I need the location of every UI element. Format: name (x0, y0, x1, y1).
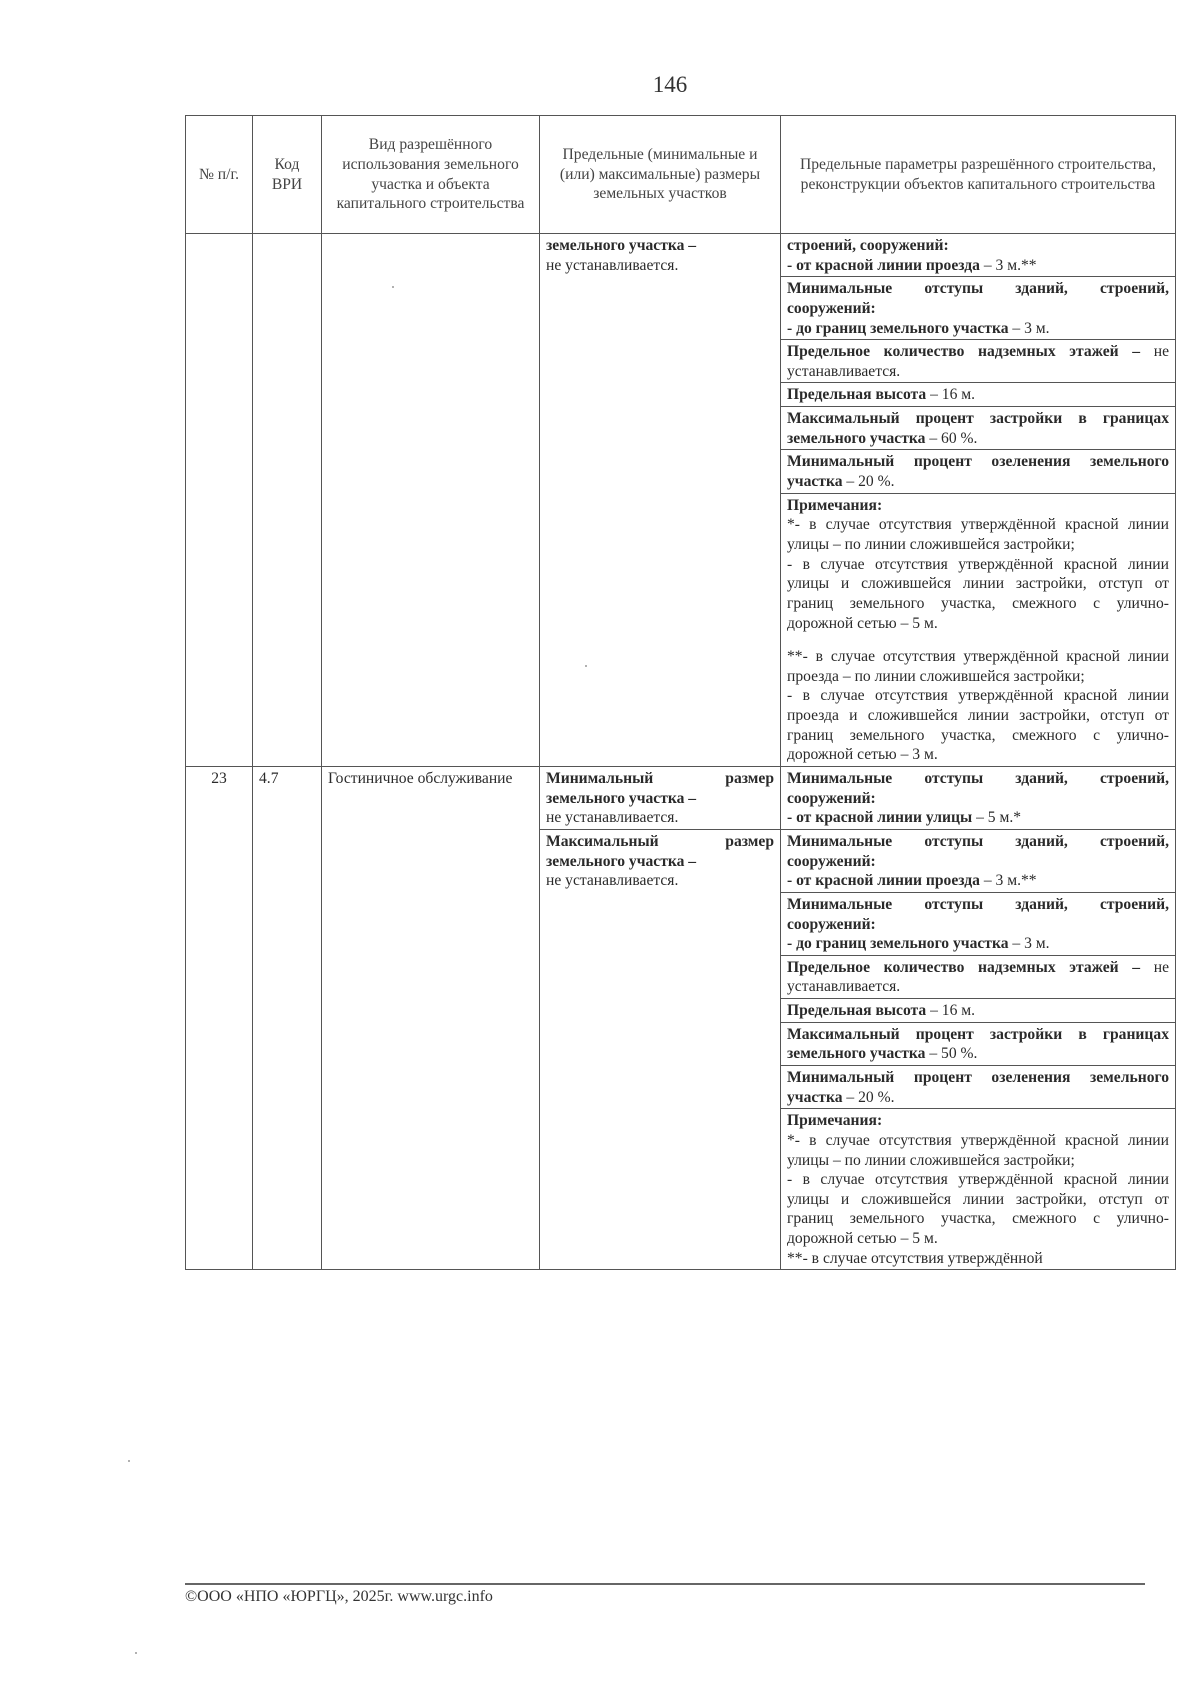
row23-note-2: - в случае отсутствия утверждённой красной линии улицы и сложившейся линии застройки, отступ от границ земельного участка, смежного с улично-дорожной сетью – 5 м. (787, 1171, 1169, 1248)
cont-param-1: строений, сооружений: - от красной линии проезда – 3 м.** (781, 234, 1176, 277)
cont-size-cell (540, 234, 781, 767)
row23-max-size: Максимальный размер земельного участка – не устанавливается. (540, 829, 781, 1269)
row23-notes-title: Примечания: (787, 1112, 883, 1130)
cont-param-5: Максимальный процент застройки в границах земельного участка – 60 %. (781, 407, 1176, 450)
cont-param-4: Предельная высота – 16 м. (781, 383, 1176, 407)
row23-code: 4.7 (253, 767, 322, 1270)
land-use-table (185, 115, 1176, 1270)
table-row (186, 234, 1176, 277)
row23-param-7: Минимальный процент озеленения земельного участка – 20 %. (781, 1065, 1176, 1108)
cont-notes-title: Примечания: (787, 496, 883, 514)
header-sizes: Предельные (минимальные и (или) максимальные) размеры земельных участков (540, 116, 781, 234)
row23-param-6: Максимальный процент застройки в границах земельного участка – 50 %. (781, 1022, 1176, 1065)
cont-note-3: **- в случае отсутствия утверждённой красной линии проезда – по линии сложившейся застройки; (787, 648, 1169, 685)
row23-note-3: **- в случае отсутствия утверждённой (787, 1249, 1043, 1267)
cont-note-1: *- в случае отсутствия утверждённой красной линии улицы – по линии сложившейся застройки; (787, 516, 1169, 553)
row23-min-size: Минимальный размер земельного участка – не устанавливается. (540, 767, 781, 830)
header-num: № п/г. (186, 116, 253, 234)
cont-param-2: Минимальные отступы зданий, строений, сооружений: - до границ земельного участка – 3 м. (781, 277, 1176, 340)
row23-param-3: Минимальные отступы зданий, строений, сооружений: - до границ земельного участка – 3 м. (781, 892, 1176, 955)
header-params: Предельные параметры разрешённого строительства, реконструкции объектов капитального строительства (781, 116, 1176, 234)
footer-copyright: ©ООО «НПО «ЮРГЦ», 2025г. www.urgc.info (185, 1588, 493, 1605)
cont-note-4: - в случае отсутствия утверждённой красной линии проезда и сложившейся линии застройки, отступ от границ земельного участка, смежного с улично-дорожной сетью – 3 м. (787, 687, 1169, 764)
cont-param-3: Предельное количество надземных этажей – не устанавливается. (781, 340, 1176, 383)
page-number: 146 (652, 72, 688, 97)
cont-use-cell (322, 234, 540, 767)
row23-param-4: Предельное количество надземных этажей – не устанавливается. (781, 955, 1176, 998)
cont-param-6: Минимальный процент озеленения земельного участка – 20 %. (781, 450, 1176, 493)
cont-size-bold: земельного участка – (546, 237, 697, 254)
row23-num: 23 (186, 767, 253, 1270)
cont-note-2: - в случае отсутствия утверждённой красной линии улицы и сложившейся линии застройки, отступ от границ земельного участка, смежного с улично-дорожной сетью – 5 м. (787, 555, 1169, 632)
header-use: Вид разрешённого использования земельного участка и объекта капитального строительства (322, 116, 540, 234)
footer-divider (185, 1583, 1145, 1585)
cont-code-cell (253, 234, 322, 767)
row23-notes (781, 1109, 1176, 1270)
cont-notes (781, 493, 1176, 766)
cont-num-cell (186, 234, 253, 767)
row23-note-1: *- в случае отсутствия утверждённой красной линии улицы – по линии сложившейся застройки; (787, 1131, 1169, 1169)
row23-param-5: Предельная высота – 16 м. (781, 999, 1176, 1023)
row23-use: Гостиничное обслуживание (322, 767, 540, 1270)
row23-param-1: Минимальные отступы зданий, строений, сооружений: - от красной линии улицы – 5 м.* (781, 767, 1176, 830)
cont-size-rest: не устанавливается. (546, 256, 679, 274)
table-row (186, 767, 1176, 830)
table-header-row (186, 116, 1176, 234)
row23-param-2: Минимальные отступы зданий, строений, сооружений: - от красной линии проезда – 3 м.** (781, 829, 1176, 892)
header-code: Код ВРИ (253, 116, 322, 234)
